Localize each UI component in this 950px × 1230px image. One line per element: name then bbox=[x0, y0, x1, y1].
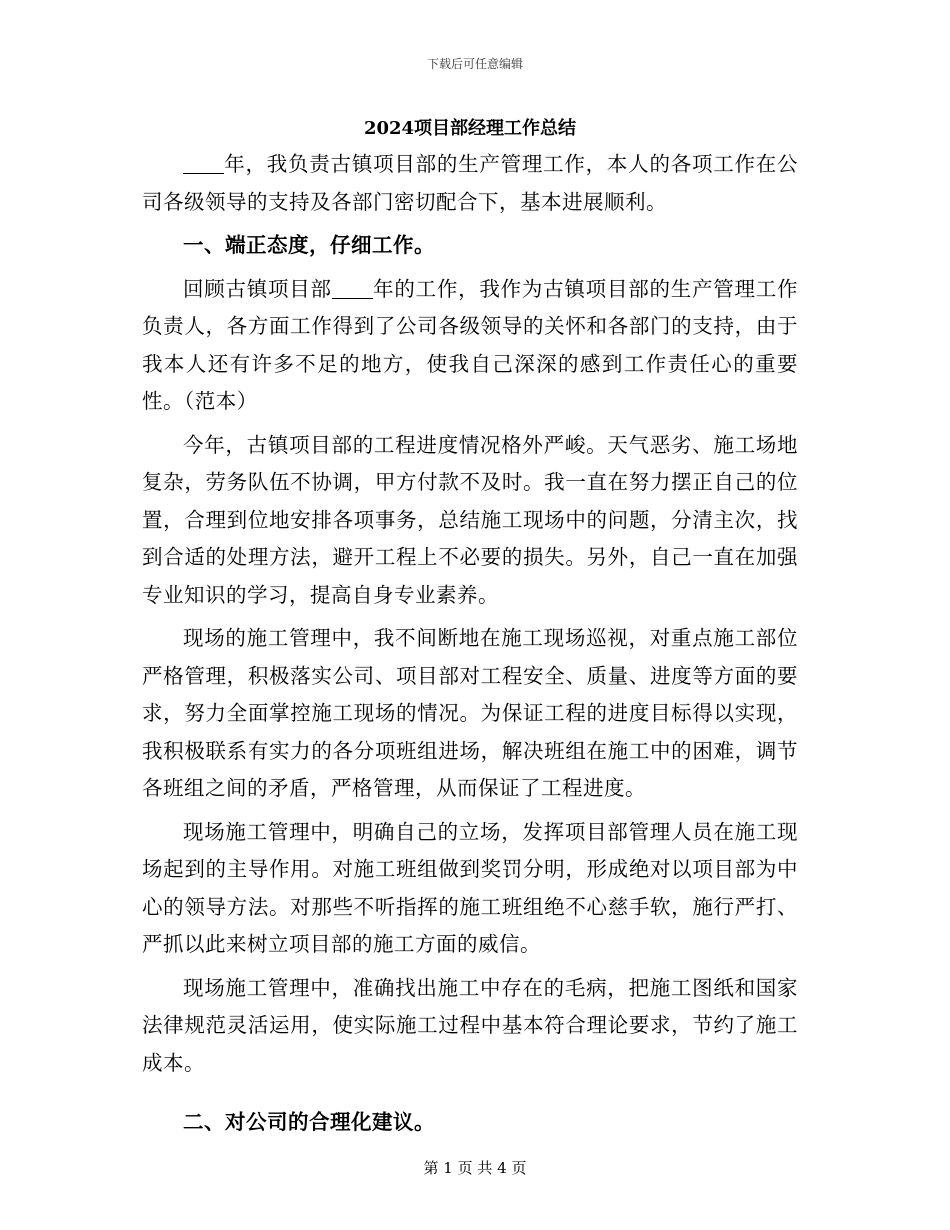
document-body bbox=[142, 112, 798, 1142]
paragraph-cost: 现场施工管理中，准确找出施工中存在的毛病，把施工图纸和国家法律规范灵活运用，使实际施工过程中基本符合理论要求，节约了施工成本。 bbox=[142, 975, 798, 1075]
section-heading-2: 二、对公司的合理化建议。 bbox=[183, 1110, 435, 1134]
paragraph-site-management: 现场的施工管理中，我不间断地在施工现场巡视，对重点施工部位严格管理，积极落实公司、项目部对工程安全、质量、进度等方面的要求，努力全面掌控施工现场的情况。为保证工程的进度目标得以实现，我积极联系有实力的各分项班组进场，解决班组在施工中的困难，调节各班组之间的矛盾，严格管理，从而保证了工程进度。 bbox=[142, 626, 798, 800]
paragraph-progress: 今年，古镇项目部的工程进度情况格外严峻。天气恶劣、施工场地复杂，劳务队伍不协调，甲方付款不及时。我一直在努力摆正自己的位置，合理到位地安排各项事务，总结施工现场中的问题，分清主次，找到合适的处理方法，避开工程上不必要的损失。另外，自己一直在加强专业知识的学习，提高自身专业素养。 bbox=[142, 432, 798, 607]
section-heading-1: 一、端正态度，仔细工作。 bbox=[183, 233, 435, 257]
intro-paragraph bbox=[142, 146, 798, 221]
paragraph-leadership: 现场施工管理中，明确自己的立场，发挥项目部管理人员在施工现场起到的主导作用。对施工班组做到奖罚分明，形成绝对以项目部为中心的领导方法。对那些不听指挥的施工班组绝不心慈手软，施行严打、严抓以此来树立项目部的施工方面的威信。 bbox=[142, 819, 798, 956]
paragraph-review-start: 回顾古镇项目部 bbox=[183, 276, 332, 301]
intro-text: 年，我负责古镇项目部的生产管理工作，本人的各项工作在公司各级领导的支持及各部门密切配合下，基本进展顺利。 bbox=[142, 152, 798, 214]
blank-underline bbox=[332, 277, 373, 299]
page-footer: 第 1 页 共 4 页 bbox=[423, 1159, 527, 1177]
document-title: 2024项目部经理工作总结 bbox=[363, 118, 577, 139]
paragraph-review bbox=[142, 271, 798, 421]
paragraph-review-rest: 年的工作，我作为古镇项目部的生产管理工作负责人，各方面工作得到了公司各级领导的关怀和各部门的支持，由于我本人还有许多不足的地方，使我自己深深的感到工作责任心的重要性。（范本） bbox=[142, 276, 799, 413]
blank-underline bbox=[183, 153, 224, 175]
page-header: 下载后可任意编辑 bbox=[426, 57, 523, 71]
